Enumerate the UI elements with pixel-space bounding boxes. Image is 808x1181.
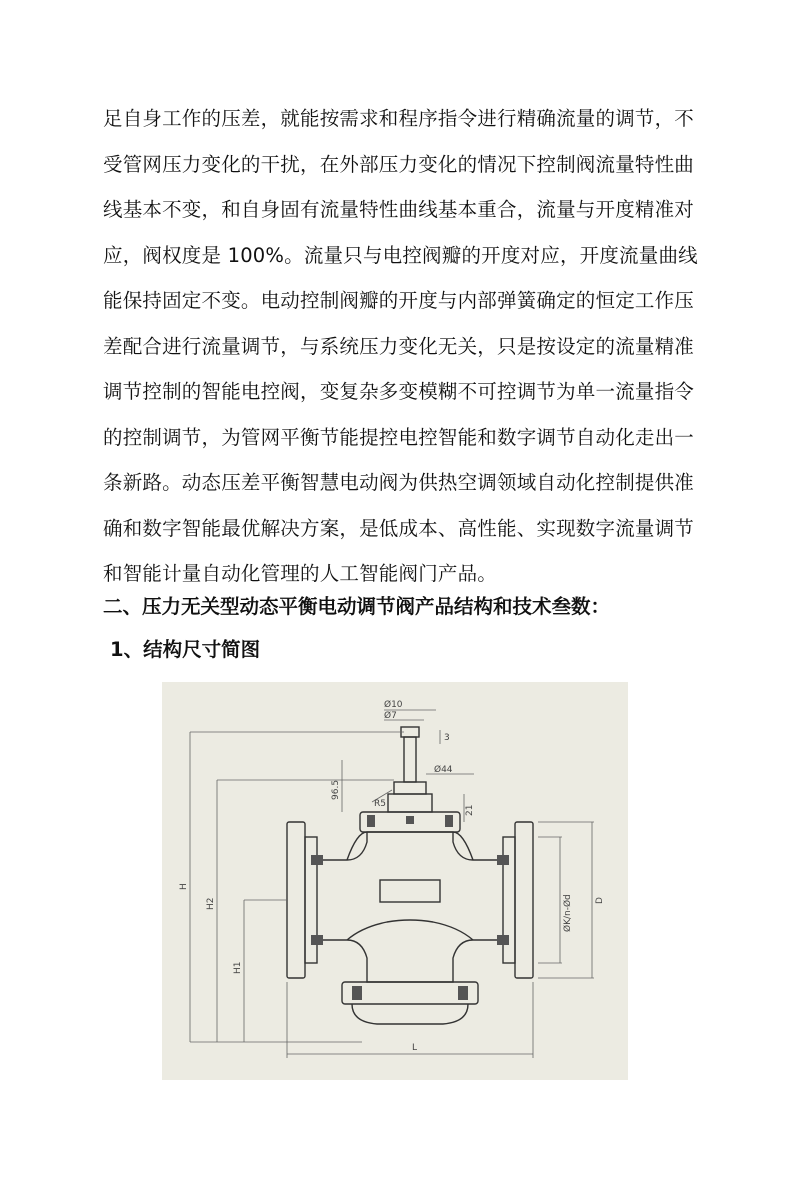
bolt: [497, 935, 509, 945]
dim-label: H1: [233, 961, 243, 974]
body-waist: [347, 920, 473, 940]
nameplate: [380, 880, 440, 902]
bolt: [367, 815, 375, 827]
dim-label: H2: [206, 897, 216, 910]
body-lower: [367, 972, 453, 982]
bolt: [445, 815, 453, 827]
bonnet-neck: [388, 794, 432, 812]
valve-dimension-drawing: [162, 682, 628, 1080]
right-flange: [515, 822, 533, 978]
dim-label: Ø7: [384, 711, 397, 721]
text-line: 的控制调节，为管网平衡节能提控电控智能和数字调节自动化走出一: [103, 425, 695, 449]
text-line: 调节控制的智能电控阀，变复杂多变模糊不可控调节为单一流量指令: [103, 380, 695, 403]
text-line: 足自身工作的压差，就能按需求和程序指令进行精确流量的调节，不: [103, 107, 695, 130]
text-line: 确和数字智能最优解决方案，是低成本、高性能、实现数字流量调节: [103, 516, 695, 540]
valve-body-outline: [287, 727, 533, 1024]
dim-label: Ø44: [434, 765, 453, 775]
dim-label: L: [412, 1043, 418, 1053]
text-line: 线基本不变，和自身固有流量特性曲线基本重合，流量与开度精准对: [103, 198, 695, 221]
bottom-cover: [342, 982, 478, 1004]
dim-label: H: [179, 883, 189, 890]
dim-label: Ø10: [384, 700, 403, 710]
left-flange: [287, 822, 305, 978]
body-paragraph: [103, 96, 703, 597]
dim-label: D: [595, 897, 605, 904]
text-line: 受管网压力变化的干扰，在外部压力变化的情况下控制阀流量特性曲: [103, 152, 695, 176]
text-line: 能保持固定不变。电动控制阀瓣的开度与内部弹簧确定的恒定工作压: [103, 289, 695, 312]
valve-drawing-svg: [162, 682, 628, 1080]
bolts: [311, 815, 509, 1000]
bottom-dome: [352, 1004, 468, 1024]
bolt: [406, 816, 414, 824]
gland: [394, 782, 426, 794]
dim-label: ØK/n-Ød: [563, 894, 573, 932]
bolt: [497, 855, 509, 865]
text-line: 应，阀权度是 100%。流量只与电控阀瓣的开度对应，开度流量曲线: [103, 243, 698, 267]
valve-stem: [404, 737, 416, 782]
text-line: 差配合进行流量调节，与系统压力变化无关，只是按设定的流量精准: [103, 334, 695, 358]
section-heading: 二、压力无关型动态平衡电动调节阀产品结构和技术叁数：: [103, 595, 611, 618]
text-line: 条新路。动态压差平衡智慧电动阀为供热空调领域自动化控制提供准: [103, 471, 695, 494]
dim-label: 21: [465, 804, 475, 816]
bolt: [311, 855, 323, 865]
bolt: [458, 986, 468, 1000]
subsection-heading: 1、结构尺寸简图: [110, 638, 261, 661]
bolt: [311, 935, 323, 945]
right-pipe-bottom: [453, 940, 503, 972]
dim-label: 3: [444, 733, 450, 743]
dim-label: 96.5: [331, 779, 341, 800]
dim-label: R5: [374, 799, 386, 809]
bolt: [352, 986, 362, 1000]
text-line: 和智能计量自动化管理的人工智能阀门产品。: [103, 562, 498, 585]
left-pipe-bottom: [317, 940, 367, 972]
